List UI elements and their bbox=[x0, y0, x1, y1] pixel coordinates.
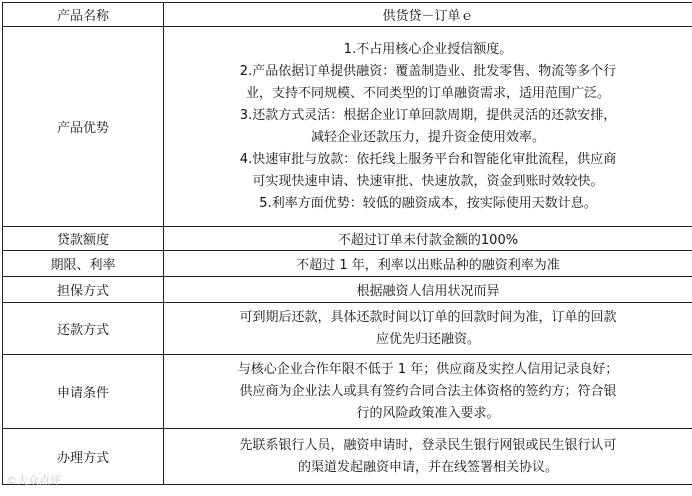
advantage-line: 5.利率方面优势：较低的融资成本，按实际使用天数计息。 bbox=[259, 195, 597, 211]
advantage-line: 4.快速审批与放款：依托线上服务平台和智能化审批流程，供应商 bbox=[239, 151, 617, 167]
repayment-line: 可到期后还款，具体还款时间以订单的回款时间为准，订单的回款 bbox=[239, 309, 617, 325]
process-line: 的渠道发起融资申请，并在线签署相关协议。 bbox=[297, 459, 558, 475]
condition-line: 行的风险政策准入要求。 bbox=[356, 405, 500, 421]
product-name-label: 产品名称 bbox=[3, 3, 164, 27]
repayment-line: 应优先归还融资。 bbox=[375, 331, 480, 347]
row-guarantee bbox=[3, 277, 692, 303]
advantage-line: 业，支持不同规模、不同类型的订单融资需求，适用范围广泛。 bbox=[245, 85, 610, 101]
product-name-value: 供货贷－订单ｅ bbox=[164, 3, 692, 27]
row-repayment bbox=[3, 303, 692, 355]
repayment-label: 还款方式 bbox=[3, 303, 164, 355]
guarantee-label: 担保方式 bbox=[3, 277, 164, 303]
advantage-line: 减轻企业还款压力，提升资金使用效率。 bbox=[310, 129, 545, 145]
product-advantages-label: 产品优势 bbox=[3, 27, 164, 227]
row-product-name bbox=[3, 3, 692, 27]
handling-process-label: 办理方式 bbox=[3, 429, 164, 485]
term-rate-label: 期限、利率 bbox=[3, 251, 164, 277]
row-product-advantages bbox=[3, 27, 692, 227]
guarantee-value: 根据融资人信用状况而异 bbox=[164, 277, 692, 303]
application-conditions-label: 申请条件 bbox=[3, 355, 164, 429]
loan-amount-label: 贷款额度 bbox=[3, 227, 164, 251]
product-info-table bbox=[2, 2, 692, 485]
condition-line: 供应商为企业法人或具有签约合同合法主体资格的签约方；符合银 bbox=[239, 383, 617, 399]
row-loan-amount bbox=[3, 227, 692, 251]
repayment-value bbox=[164, 303, 692, 355]
row-application-conditions bbox=[3, 355, 692, 429]
advantage-line: 可实现快速申请、快速审批、快速放款，资金到账时效较快。 bbox=[252, 173, 604, 189]
product-advantages-value bbox=[164, 27, 692, 227]
row-handling-process bbox=[3, 429, 692, 485]
row-term-rate bbox=[3, 251, 692, 277]
advantage-line: 1.不占用核心企业授信额度。 bbox=[343, 41, 513, 57]
process-line: 先联系银行人员，融资申请时，登录民生银行网银或民生银行认可 bbox=[239, 437, 617, 453]
condition-line: 与核心企业合作年限不低于 1 年；供应商及实控人信用记录良好； bbox=[237, 361, 619, 377]
advantage-line: 3.还款方式灵活：根据企业订单回款周期，提供灵活的还款安排， bbox=[239, 107, 617, 123]
term-rate-value: 不超过 1 年，利率以出账品种的融资利率为准 bbox=[164, 251, 692, 277]
application-conditions-value bbox=[164, 355, 692, 429]
handling-process-value bbox=[164, 429, 692, 485]
watermark: ©大众点评 bbox=[6, 474, 61, 487]
advantage-line: 2.产品依据订单提供融资：覆盖制造业、批发零售、物流等多个行 bbox=[239, 63, 617, 79]
loan-amount-value: 不超过订单未付款金额的100% bbox=[164, 227, 692, 251]
